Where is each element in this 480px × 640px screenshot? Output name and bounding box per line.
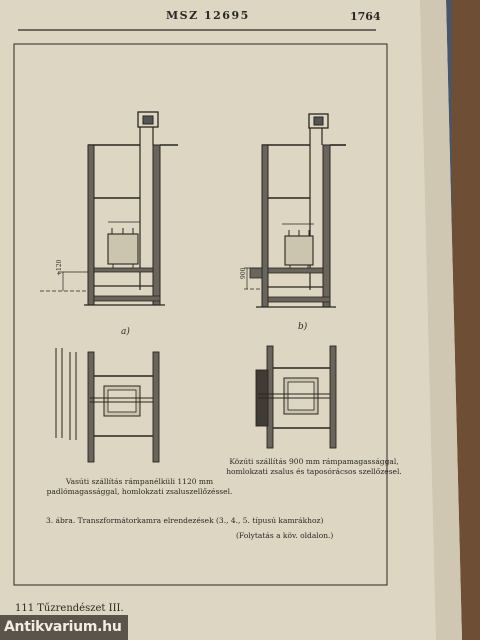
- dimension-b-label: 900: [240, 267, 247, 279]
- dimension-a-label: +120: [56, 259, 63, 276]
- watermark-logo: Antikvarium.hu: [0, 615, 128, 640]
- header-page-number: 1764: [350, 10, 381, 23]
- drawing-a-label: a): [121, 327, 130, 337]
- header-standard-number: MSZ 12695: [166, 9, 250, 22]
- continuation-note: (Folytatás a köv. oldalon.): [236, 531, 334, 540]
- drawing-b-label: b): [298, 322, 308, 332]
- caption-right: Közúti szállítás 900 mm rámpamagassággal, homlokzati zsalus és taposórácsos szellőzésel.: [226, 457, 402, 476]
- page-footer: 111 Tűzrendészet III.: [15, 603, 124, 614]
- figure-caption: 3. ábra. Transzformátorkamra elrendezések (3., 4., 5. típusú kamrákhoz): [46, 516, 324, 525]
- caption-left: Vasúti szállítás rámpanélküli 1120 mm padlómagassággal, homlokzati zsaluszellőzéssel.: [46, 477, 233, 496]
